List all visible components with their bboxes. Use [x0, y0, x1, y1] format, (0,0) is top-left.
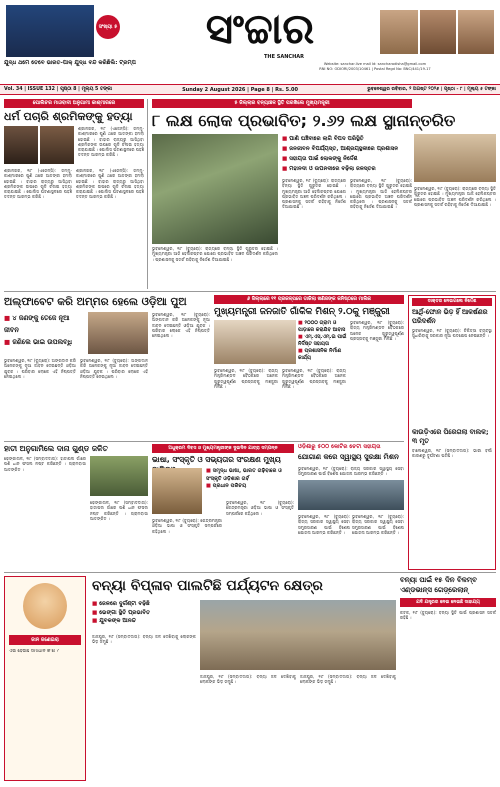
right1-headline: ଆର୍ଥି-ଫୋନ ଭିଡ଼ ହିଁ ଆକର୍ଷଣର ପରିଦର୍ଶନ	[412, 308, 488, 325]
story2-photo	[88, 312, 148, 354]
story5-headline: ଭାଷା, ସଂସ୍କୃତି ଓ ସଭ୍ୟତାର ସଂରକ୍ଷଣ ମୁଖ୍ୟ	[152, 455, 281, 464]
story3-body-3: ଭୁବନେଶ୍ୱର, ୧ା୮ (ବ୍ୟୁରୋ): ରାଜ୍ୟ ମନ୍ତ୍ରିମଣ୍ଡଳ ବୈଠକରେ ଅନେକ ଗୁରୁତ୍ୱପୂର୍ଣ୍ଣ ପ୍ରସ୍ତାବକୁ ମଞ୍ଜୁରୀ ମିଳିଛି ।	[282, 368, 346, 389]
face-photo-3	[458, 10, 494, 54]
story2-body-1: ଭୁବନେଶ୍ୱର, ୧ା୮ (ବ୍ୟୁରୋ): ଅଙ୍ଗଦାନ କରି ଅନେକଙ୍କୁ ନୂଆ ଜୀବନ ଦେଇଛନ୍ତି ଓଡ଼ିଆ ଯୁବକ । ପରିବାର ଲୋକେ ଏହି ନିଷ୍ପତ୍ତି ନେଇଥିଲେ ।	[4, 358, 76, 379]
story2-body-2: ଭୁବନେଶ୍ୱର, ୧ା୮ (ବ୍ୟୁରୋ): ଅଙ୍ଗଦାନ କରି ଅନେକଙ୍କୁ ନୂଆ ଜୀବନ ଦେଇଛନ୍ତି ଓଡ଼ିଆ ଯୁବକ । ପରିବାର ଲୋକେ ଏହି ନିଷ୍ପତ୍ତି ନେଇଥିଲେ ।	[80, 358, 148, 379]
story5-body-1: ଭୁବନେଶ୍ୱର, ୧ା୮ (ବ୍ୟୁରୋ): କେନ୍ଦ୍ରମନ୍ତ୍ରୀ ଓଡ଼ିଆ ଭାଷା ଓ ସଂସ୍କୃତି ସମ୍ପର୍କରେ କହିଥିଲେ ।	[152, 518, 222, 534]
cartoon-caption: ଏଇ ହେଉଛି ସମାଧାନ କ'ଣ ?	[9, 649, 59, 654]
lead-photo-heli	[152, 134, 278, 244]
story7-body-3: ଜାଜପୁର, ୧ା୮ (ସମ୍ବାଦଦାତା): ବନ୍ୟା ଜଳ ଦେଖିବାକୁ ଲୋକଙ୍କ ଭିଡ଼ ଜମୁଛି ।	[300, 674, 396, 685]
story5-bullets	[206, 468, 294, 491]
right1-kicker: ଡାକ୍ତର ନେଇଗଲେ ନିର୍ଦ୍ଦେଶ	[412, 298, 492, 306]
story7-body-2: ଜାଜପୁର, ୧ା୮ (ସମ୍ବାଦଦାତା): ବନ୍ୟା ଜଳ ଦେଖିବାକୁ ଲୋକଙ୍କ ଭିଡ଼ ଜମୁଛି ।	[200, 674, 296, 685]
story4-body-1: ଢେଙ୍କାନାଳ, ୧ା୮ (ସମ୍ବାଦଦାତା): ହାତୀପଲ ଗାଁରେ ପଶି ଧାନ ଫସଲ ନଷ୍ଟ କରିଛନ୍ତି । ଗ୍ରାମବାସୀ ଆତଙ୍କିତ ।	[4, 456, 86, 472]
story6-body-2: ଭୁବନେଶ୍ୱର, ୧ା୮ (ବ୍ୟୁରୋ): ରାଜ୍ୟ ସରକାର ସ୍ୱାସ୍ଥ୍ୟ ସେବା ସମ୍ପ୍ରସାରଣ ପାଇଁ ବିଶେଷ ଯୋଜନା ଆରମ୍ଭ କରିଛନ୍ତି ।	[298, 514, 350, 535]
masthead-title: ସଂଚ୍ଚାର	[205, 4, 315, 53]
col-divider-1	[147, 99, 148, 289]
story3-photo	[214, 320, 296, 364]
face-photo-2	[420, 10, 456, 54]
story7-bullets	[92, 600, 196, 626]
lead-body-1: ଭୁବନେଶ୍ୱର, ୧ା୮ (ବ୍ୟୁରୋ): ରାଜ୍ୟରେ ବନ୍ୟା ସ୍ଥିତି ଗୁରୁତର ହୋଇଛି । ମୁଖ୍ୟମନ୍ତ୍ରୀ ଆଜି ହେଲିକପ୍ଟର ଯୋଗେ ପ୍ରଭାବିତ ଅଞ୍ଚଳ ପରିଦର୍ଶନ କରିଥିଲେ । ପ୍ରଶାସନକୁ ସତର୍କ ରହିବାକୁ ନିର୍ଦ୍ଦେଶ ଦିଆଯାଇଛି ।	[282, 178, 346, 210]
lead-body-2: ଭୁବନେଶ୍ୱର, ୧ା୮ (ବ୍ୟୁରୋ): ରାଜ୍ୟରେ ବନ୍ୟା ସ୍ଥିତି ଗୁରୁତର ହୋଇଛି । ମୁଖ୍ୟମନ୍ତ୍ରୀ ଆଜି ହେଲିକପ୍ଟର ଯୋଗେ ପ୍ରଭାବିତ ଅଞ୍ଚଳ ପରିଦର୍ଶନ କରିଥିଲେ । ପ୍ରଶାସନକୁ ସତର୍କ ରହିବାକୁ ନିର୍ଦ୍ଦେଶ ଦିଆଯାଇଛି ।	[350, 178, 412, 210]
story7-bullet: ■ ଯୁବକଙ୍କ ଆନନ୍ଦ	[92, 617, 196, 626]
story6-body-3: ଭୁବନେଶ୍ୱର, ୧ା୮ (ବ୍ୟୁରୋ): ରାଜ୍ୟ ସରକାର ସ୍ୱାସ୍ଥ୍ୟ ସେବା ସମ୍ପ୍ରସାରଣ ପାଇଁ ବିଶେଷ ଯୋଜନା ଆରମ୍ଭ କରିଛନ୍ତି ।	[352, 514, 404, 535]
lead-kicker: ୫ ଜିଲ୍ଲାର ବନ୍ୟାଞ୍ଚଳ ସ୍ଥିତି ପରଖିଲେ ମୁଖ୍ୟମନ୍ତ୍ରୀ	[152, 99, 412, 108]
story1-body-right: ଶ୍ରୀନଗର, ୧ା୮ (ଏଜେନ୍ସି): ଜମ୍ମୁ-କାଶ୍ମୀରରେ ପୁଣି ଥରେ ଆତଙ୍କୀ ହମଲା ହୋଇଛି । ବାହାର ରାଜ୍ୟରୁ ଆସିଥିବା ଶ୍ରମିକଙ୍କ ଉପରେ ଗୁଳି ଚଳାଇ ହତ୍ୟା କରାଯାଇଛି । ପୋଲିସ ଘଟଣାସ୍ଥଳରେ ପହଞ୍ଚି ତଦନ୍ତ ଆରମ୍ଭ କରିଛି ।	[76, 168, 144, 200]
story7-bullet: ■ ଭେଙ୍ଗା ସ୍ଥିତି ପ୍ରଭାବିତ	[92, 609, 196, 618]
lead-bullets	[282, 134, 412, 174]
cartoon	[4, 576, 86, 781]
story5-bullet: ■ ପ୍ରଧାନ ପରିଚୟ	[206, 483, 294, 491]
story2-body-3: ଭୁବନେଶ୍ୱର, ୧ା୮ (ବ୍ୟୁରୋ): ଅଙ୍ଗଦାନ କରି ଅନେକଙ୍କୁ ନୂଆ ଜୀବନ ଦେଇଛନ୍ତି ଓଡ଼ିଆ ଯୁବକ । ପରିବାର ଲୋକେ ଏହି ନିଷ୍ପତ୍ତି ନେଇଥିଲେ ।	[152, 312, 210, 339]
date-text: Sunday 2 August 2026 | Page 8 | Rs. 5.00	[182, 87, 298, 93]
h-rule-3	[4, 572, 496, 573]
story1-body-left: ଶ୍ରୀନଗର, ୧ା୮ (ଏଜେନ୍ସି): ଜମ୍ମୁ-କାଶ୍ମୀରରେ ପୁଣି ଥରେ ଆତଙ୍କୀ ହମଲା ହୋଇଛି । ବାହାର ରାଜ୍ୟରୁ ଆସିଥିବା ଶ୍ରମିକଙ୍କ ଉପରେ ଗୁଳି ଚଳାଇ ହତ୍ୟା କରାଯାଇଛି । ପୋଲିସ ଘଟଣାସ୍ଥଳରେ ପହଞ୍ଚି ତଦନ୍ତ ଆରମ୍ଭ କରିଛି ।	[4, 168, 72, 200]
masthead-teaser: ଯୁଦ୍ଧ ଥମେ ତେବେ ଭାରତ-ପାକ୍ ଯୁଦ୍ଧ ବନ୍ଦ କରିଛିଲି: ଟ୍ରମ୍ପ	[4, 60, 136, 66]
story7-bullet: ■ ଜେଳରେ ଦୁର୍ଗଣ୍ଟା ବଢ଼ିଛି	[92, 600, 196, 609]
story1-photo-b	[40, 126, 74, 164]
place-text: ଭୁବନେଶ୍ୱର ରବିବାର, ୨ ଅଗଷ୍ଟ ୨୦୨୬ | ପୃଷ୍ଠା - ୮ | ମୂଲ୍ୟ ୫ ଟଙ୍କା	[367, 87, 496, 92]
story3-bullet: ■ ପ୍ରଶାସନିକ ନିର୍ମାଣ କାର୍ଯ୍ୟ	[298, 348, 348, 362]
masthead-web: Website: sanchar.live mail Id: sancharodisha@gmail.com	[323, 62, 427, 66]
story8-headline: ବନ୍ୟା ପାଇଁ ୧୫ ଦିନ ବିଳମ୍ବ ଏଣ୍ଡଭାନ୍ସ ଗେଡ଼୍ରେଲାନ୍	[400, 576, 477, 594]
lead-bullet: ■ ଜନଜୀବନ ବିପର୍ଯ୍ୟସ୍ତ, ଆଶ୍ରୟସ୍ଥଳୀରେ ପ୍ରଶାସନ	[282, 144, 412, 154]
story6-photo	[298, 480, 404, 510]
story6-body-1: ଭୁବନେଶ୍ୱର, ୧ା୮ (ବ୍ୟୁରୋ): ରାଜ୍ୟ ସରକାର ସ୍ୱାସ୍ଥ୍ୟ ସେବା ସମ୍ପ୍ରସାରଣ ପାଇଁ ବିଶେଷ ଯୋଜନା ଆରମ୍ଭ କରିଛନ୍ତି ।	[298, 466, 404, 477]
masthead-phones: RNI NO: ODIORI/2003/10461 | Postal Regd No: BNC/441/19-17	[319, 67, 431, 71]
right2-body: ବାଲେଶ୍ୱର, ୧ା୮ (ସମ୍ବାଦଦାତା): ଭାରୀ ବର୍ଷା କାରଣରୁ ଦୁର୍ଘଟଣା ଘଟିଛି ।	[412, 448, 492, 459]
lead-body-4: ଭୁବନେଶ୍ୱର, ୧ା୮ (ବ୍ୟୁରୋ): ରାଜ୍ୟରେ ବନ୍ୟା ସ୍ଥିତି ଗୁରୁତର ହୋଇଛି । ମୁଖ୍ୟମନ୍ତ୍ରୀ ଆଜି ହେଲିକପ୍ଟର ଯୋଗେ ପ୍ରଭାବିତ ଅଞ୍ଚଳ ପରିଦର୍ଶନ କରିଥିଲେ । ପ୍ରଶାସନକୁ ସତର୍କ ରହିବାକୁ ନିର୍ଦ୍ଦେଶ ଦିଆଯାଇଛି ।	[152, 246, 278, 262]
story5-photo	[152, 468, 202, 514]
story3-bullet: ■ ଏମ୍.ଏସ୍.ଏମ୍.ଇ ପାଇଁ ନିର୍ଦ୍ଦିଷ୍ଟ ସହାୟତା	[298, 334, 348, 348]
cartoon-label: ଜାନ ଜଣେଇରା	[9, 635, 81, 645]
story2-headline: ଅଲ୍ଫାବେଟ କରି ଅମ୍ମର ହେଲେ ଓଡ଼ିଆ ପୁଅ	[4, 296, 187, 308]
story2-bullet: ■ ଜଣିଲେ ଭାଇ ଉପଲବ୍ଧି	[4, 336, 84, 348]
lead-photo-officials	[414, 134, 496, 182]
right1-body: ଭୁବନେଶ୍ୱର, ୧ା୮ (ବ୍ୟୁରୋ): ଚିକିତ୍ସା ବ୍ୟବସ୍ଥା ସୁଧାରିବାକୁ ସରକାର ନୂଆ ପଦକ୍ଷେପ ନେଇଛନ୍ତି ।	[412, 328, 492, 339]
trump-photo	[6, 5, 94, 57]
lead-bullet: ■ ସହାୟତା ପାଇଁ ଲୋକଙ୍କୁ ନିର୍ଦ୍ଦେଶ	[282, 154, 412, 164]
right2-headline: କାଉଡ଼ିଏରେ ପିରେଗଲା ବାଲକ; ୩ ମୃତ	[412, 428, 489, 445]
story5-body-2: ଭୁବନେଶ୍ୱର, ୧ା୮ (ବ୍ୟୁରୋ): କେନ୍ଦ୍ରମନ୍ତ୍ରୀ ଓଡ଼ିଆ ଭାଷା ଓ ସଂସ୍କୃତି ସମ୍ପର୍କରେ କହିଥିଲେ ।	[226, 500, 294, 516]
lead-body-3: ଭୁବନେଶ୍ୱର, ୧ା୮ (ବ୍ୟୁରୋ): ରାଜ୍ୟରେ ବନ୍ୟା ସ୍ଥିତି ଗୁରୁତର ହୋଇଛି । ମୁଖ୍ୟମନ୍ତ୍ରୀ ଆଜି ହେଲିକପ୍ଟର ଯୋଗେ ପ୍ରଭାବିତ ଅଞ୍ଚଳ ପରିଦର୍ଶନ କରିଥିଲେ । ପ୍ରଶାସନକୁ ସତର୍କ ରହିବାକୁ ନିର୍ଦ୍ଦେଶ ଦିଆଯାଇଛି ।	[414, 186, 496, 207]
story7-headline: ବନ୍ୟା ବିପ୍ଳାବ ପାଲଟିଛି ପର୍ଯ୍ୟଟନ କ୍ଷେତ୍ର	[92, 578, 323, 594]
h-rule-2	[4, 441, 404, 442]
lead-bullet: ■ ମହାନଦୀ ଓ ଉପନଦୀରେ ବଢ଼ିଲା ଜଳସ୍ତର	[282, 164, 412, 174]
story8-body: କଟକ, ୧ା୮ (ବ୍ୟୁରୋ): ବନ୍ୟା ସ୍ଥିତି ପାଇଁ ପ୍ରଶାସନ ସତର୍କ ରହିଛି ।	[400, 610, 496, 621]
story3-headline: ମୁଖ୍ୟମନ୍ତ୍ରୀ ଜନଜାତି ଗାଁକିକ ମିଶନ୍ ୨.୦କୁ ମଞ୍ଜୁରୀ	[214, 307, 390, 317]
story1-kicker: ପୋଲିଚର ମାଓବାଦୀ ଅନୁଗାମୀ କାଶ୍ମୀରରେ	[4, 99, 144, 108]
story2-bullets	[4, 312, 84, 348]
story3-bullets	[298, 320, 348, 362]
story8-kicker: ଯଦି ଯନ୍ତ୍ରର ନେଇ ନେଇଛି ସାହାଯ୍ୟ	[400, 598, 496, 607]
story7-photo	[200, 600, 396, 670]
story4-body-2: ଢେଙ୍କାନାଳ, ୧ା୮ (ସମ୍ବାଦଦାତା): ହାତୀପଲ ଗାଁରେ ପଶି ଧାନ ଫସଲ ନଷ୍ଟ କରିଛନ୍ତି । ଗ୍ରାମବାସୀ ଆତଙ୍କିତ ।	[90, 500, 148, 521]
story4-headline: ହାତୀ ଅନୁଗାମିଲେ ଦାନା ଗୁଣ୍ଡ ଜଳିତ	[4, 444, 108, 453]
story1-photo-a	[4, 126, 38, 164]
story2-bullet: ■ ୪ ଜଣଙ୍କୁ ତେଜେ ନୂଆ ଜୀବନ	[4, 312, 84, 336]
masthead-subtitle: THE SANCHAR	[264, 54, 304, 60]
lead-headline: ୮ ଲକ୍ଷ ଲୋକ ପ୍ରଭାବିତ; ୨.୬୨ ଲକ୍ଷ ସ୍ଥାନାନ୍ତରିତ	[152, 111, 456, 130]
story3-kicker: ୬ ଜିଲ୍ଲାରେ ୧୧ ପ୍ରକଳ୍ପରେ ଡାକିଲା ଖଣିଜଙ୍କ କନିଷ୍ଠରେ ମାଲିକ	[214, 295, 404, 304]
story6-headline: ଯୋଗାଣ କରେ ସ୍ୱାସ୍ଥ୍ୟ ସୁରକ୍ଷା ମିଶନ	[298, 453, 399, 461]
masthead-badge: ସଂଖ୍ୟା ୫	[96, 15, 120, 39]
lead-bullet: ■ ପାଣି ଘଞ୍ଚିବାରେ ଲାଗି ବିପଦ ପରିସ୍ଥିତି	[282, 134, 412, 144]
story3-body-1: ଭୁବନେଶ୍ୱର, ୧ା୮ (ବ୍ୟୁରୋ): ରାଜ୍ୟ ମନ୍ତ୍ରିମଣ୍ଡଳ ବୈଠକରେ ଅନେକ ଗୁରୁତ୍ୱପୂର୍ଣ୍ଣ ପ୍ରସ୍ତାବକୁ ମଞ୍ଜୁରୀ ମିଳିଛି ।	[350, 320, 404, 341]
h-rule-1	[4, 291, 496, 292]
story5-kicker: ଅଧୁକ୍ରମ ଦିବସ ଓ ମୁଖ୍ୟମନ୍ତ୍ରୀଙ୍କ ଦୁଇଦିନ ଯାତ୍ରା ସମ୍ପନ୍ନ	[152, 444, 294, 453]
masthead	[0, 0, 500, 84]
story3-body-2: ଭୁବନେଶ୍ୱର, ୧ା୮ (ବ୍ୟୁରୋ): ରାଜ୍ୟ ମନ୍ତ୍ରିମଣ୍ଡଳ ବୈଠକରେ ଅନେକ ଗୁରୁତ୍ୱପୂର୍ଣ୍ଣ ପ୍ରସ୍ତାବକୁ ମଞ୍ଜୁରୀ ମିଳିଛି ।	[214, 368, 278, 389]
story6-kicker: ଓଡ଼ିଶାରୁ ୫୦୦ କୋଟିର ଚେଟା ସହାୟତା	[298, 444, 381, 450]
story3-bullet: ■ ୨୦୦୦ ଗ୍ରାମ ଓ ପାଡ଼ାରେ କରାଯିବ ଆବାସ	[298, 320, 348, 334]
story1-headline: ଧର୍ମ ପଚାରି ଶ୍ରମିକଙ୍କୁ ହତ୍ୟା	[4, 110, 133, 123]
story5-bullet: ■ ସମୃଦ୍ଧ ଭାଷା, ଭାରତ ଗଢ଼ିବାରେ ଓ ସଂସ୍କୃତି ଓଡ଼ିଶାର ଗର୍ବ	[206, 468, 294, 483]
cartoon-figure	[23, 583, 67, 629]
face-photo-1	[380, 10, 418, 54]
date-bar	[0, 84, 500, 95]
vol-text: Vol. 34 | ISSUE 132 | ପୃଷ୍ଠା 8 | ମୂଲ୍ୟ 5 ଟଙ୍କା	[4, 87, 112, 92]
story4-photo	[90, 456, 148, 496]
story1-side: ଶ୍ରୀନଗର, ୧ା୮ (ଏଜେନ୍ସି): ଜମ୍ମୁ-କାଶ୍ମୀରରେ ପୁଣି ଥରେ ଆତଙ୍କୀ ହମଲା ହୋଇଛି । ବାହାର ରାଜ୍ୟରୁ ଆସିଥିବା ଶ୍ରମିକଙ୍କ ଉପରେ ଗୁଳି ଚଳାଇ ହତ୍ୟା କରାଯାଇଛି । ପୋଲିସ ଘଟଣାସ୍ଥଳରେ ପହଞ୍ଚି ତଦନ୍ତ ଆରମ୍ଭ କରିଛି ।	[78, 126, 144, 158]
story7-body-1: ଜାଜପୁର, ୧ା୮ (ସମ୍ବାଦଦାତା): ବନ୍ୟା ଜଳ ଦେଖିବାକୁ ଲୋକଙ୍କ ଭିଡ଼ ଜମୁଛି ।	[92, 634, 196, 645]
